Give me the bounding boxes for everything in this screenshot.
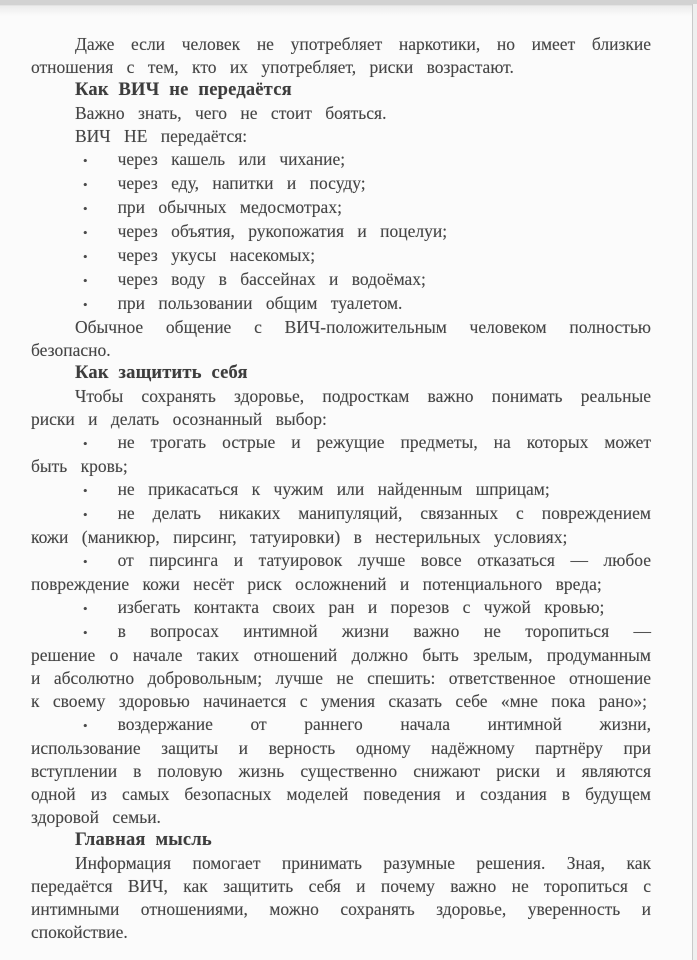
heading-how-to-protect: Как защитить себя: [75, 363, 248, 383]
heading-how-hiv-not-transmitted: Как ВИЧ не передаётся: [75, 80, 292, 100]
paragraph-main-idea: Информация помогает принимать разумные решения. Зная, как передаётся ВИЧ, как защитить себя и почему важно не торопиться с интимными отношениями, можно сохранять здоровье, уверенность и спокойствие.: [31, 853, 651, 942]
list-item-text: через воду в бассейнах и водоёмах;: [117, 269, 426, 289]
bullet-icon: •: [83, 201, 88, 216]
list-item: [31, 172, 651, 196]
list-item-text: не делать никаких манипуляций, связанных с повреждением кожи (маникюр, пирсинг, татуировки) в нестерильных условиях;: [31, 503, 651, 547]
list-item-text: в вопросах интимной жизни важно не торопиться — решение о начале таких отношений должно быть зрелым, продуманным и абсолютно добровольным; лучше не спешить: ответственное отношение к своему здоровью начинается с умения сказать себе «мне пока рано»;: [31, 621, 651, 711]
list-item-text: не прикасаться к чужим или найденным шприцам;: [117, 479, 550, 499]
list-item-text: не трогать острые и режущие предметы, на которых может быть кровь;: [31, 432, 651, 476]
bullet-icon: •: [83, 273, 88, 288]
list-item-text: через кашель или чихание;: [117, 149, 346, 169]
bullet-icon: •: [83, 507, 88, 522]
paragraph-not-list-lead: ВИЧ НЕ передаётся:: [75, 126, 248, 146]
bullet-icon: •: [83, 153, 88, 168]
list-item: [31, 478, 651, 502]
list-item: [31, 244, 651, 268]
scan-edge-right-line: [692, 4, 693, 960]
scan-edge-top-shade: [0, 6, 697, 16]
document-content: [31, 33, 651, 944]
bullet-icon: •: [83, 601, 88, 616]
scan-edge-right-strip: [693, 4, 697, 960]
list-item: [31, 268, 651, 292]
paragraph-safe: Обычное общение с ВИЧ-положительным человеком полностью безопасно.: [31, 317, 651, 360]
list-item: [31, 431, 651, 478]
bullet-icon: •: [83, 177, 88, 192]
bullet-icon: •: [83, 436, 88, 451]
bullet-icon: •: [83, 625, 88, 640]
bullet-icon: •: [83, 297, 88, 312]
paragraph-know: Важно знать, чего не стоит бояться.: [75, 103, 387, 123]
list-item: [31, 196, 651, 220]
list-item-text: при обычных медосмотрах;: [117, 197, 342, 217]
bullet-icon: •: [83, 483, 88, 498]
list-item: [31, 292, 651, 316]
list-item-text: при пользовании общим туалетом.: [117, 293, 403, 313]
list-item-text: воздержание от раннего начала интимной жизни, использование защиты и верность одному надёжному партнёру при вступлении в половую жизнь существенно снижают риски и являются одной из самых безопасных моделей поведения и создания в будущем здоровой семьи.: [31, 714, 651, 827]
list-item: [31, 220, 651, 244]
list-item-text: через еду, напитки и посуду;: [117, 173, 366, 193]
list-item: [31, 148, 651, 172]
list-item-text: избегать контакта своих ран и порезов с чужой кровью;: [117, 597, 605, 617]
list-item: [31, 596, 651, 620]
list-item-text: от пирсинга и татуировок лучше вовсе отказаться — любое повреждение кожи несёт риск осложнений и потенциального вреда;: [31, 550, 651, 594]
list-item-text: через укусы насекомых;: [117, 245, 316, 265]
bullet-icon: •: [83, 718, 88, 733]
bullet-icon: •: [83, 249, 88, 264]
paragraph-intro: Даже если человек не употребляет наркотики, но имеет близкие отношения с тем, кто их употребляет, риски возрастают.: [31, 34, 651, 77]
list-item: [31, 549, 651, 596]
bullet-icon: •: [83, 554, 88, 569]
heading-main-idea: Главная мысль: [75, 830, 212, 850]
list-item-text: через объятия, рукопожатия и поцелуи;: [117, 221, 448, 241]
list-item: [31, 713, 651, 829]
list-item: [31, 502, 651, 549]
paragraph-protect-lead: Чтобы сохранять здоровье, подросткам важно понимать реальные риски и делать осознанный выбор:: [31, 386, 651, 429]
bullet-icon: •: [83, 225, 88, 240]
list-item: [31, 620, 651, 713]
